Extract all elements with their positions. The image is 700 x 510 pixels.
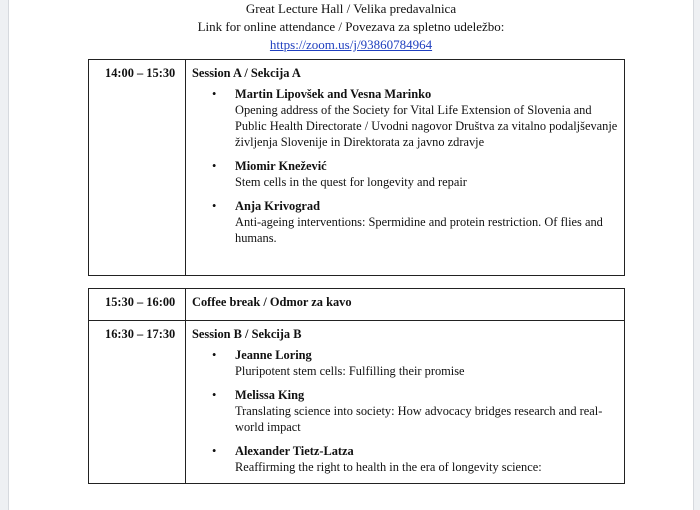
session-time: 14:00 – 15:30 — [89, 60, 186, 276]
talk-speaker: Alexander Tietz-Latza — [235, 444, 354, 458]
session-content — [186, 60, 625, 276]
talk-speaker: Miomir Knežević — [235, 159, 327, 173]
session-content — [186, 321, 625, 484]
session-time: 15:30 – 16:00 — [89, 289, 186, 321]
talk-item — [192, 387, 618, 435]
talk-list — [192, 86, 618, 246]
document-page — [8, 0, 694, 510]
bullet-icon: • — [212, 159, 217, 173]
venue-line: Great Lecture Hall / Velika predavalnica — [245, 1, 457, 16]
session-time: 16:30 – 17:30 — [89, 321, 186, 484]
talk-title: Pluripotent stem cells: Fulfilling their promise — [235, 364, 465, 378]
talk-item — [192, 198, 618, 246]
schedule-row-session-b — [89, 321, 625, 484]
schedule-row-session-a — [89, 60, 625, 276]
talk-item — [192, 347, 618, 379]
event-header — [9, 0, 693, 54]
talk-speaker: Melissa King — [235, 388, 305, 402]
zoom-link[interactable]: https://zoom.us/j/93860784964 — [269, 37, 433, 52]
talk-title: Reaffirming the right to health in the era of longevity science: — [235, 460, 542, 474]
talk-title: Anti-ageing interventions: Spermidine and protein restriction. Of flies and humans. — [235, 215, 603, 245]
session-title: Session A / Sekcija A — [192, 66, 301, 80]
talk-title: Opening address of the Society for Vital Life Extension of Slovenia and Public Health Directorate / Uvodni nagovor Društva za vitalno podaljševanje življenja Slovenije in Direktorata za javno zdravje — [235, 103, 618, 149]
talk-title: Stem cells in the quest for longevity and repair — [235, 175, 467, 189]
bullet-icon: • — [212, 87, 217, 101]
schedule-table — [88, 59, 625, 484]
bullet-icon: • — [212, 444, 217, 458]
bullet-icon: • — [212, 199, 217, 213]
session-content — [186, 289, 625, 321]
schedule-row-coffee-break — [89, 289, 625, 321]
talk-item — [192, 86, 618, 150]
bullet-icon: • — [212, 348, 217, 362]
talk-item — [192, 443, 618, 475]
online-attendance-label: Link for online attendance / Povezava za spletno udeležbo: — [197, 19, 505, 34]
talk-item — [192, 158, 618, 190]
table-spacer-row — [89, 276, 625, 289]
talk-list — [192, 347, 618, 475]
talk-title: Translating science into society: How advocacy bridges research and real-world impact — [235, 404, 603, 434]
session-title: Coffee break / Odmor za kavo — [192, 295, 352, 309]
talk-speaker: Anja Krivograd — [235, 199, 321, 213]
talk-speaker: Martin Lipovšek and Vesna Marinko — [235, 87, 432, 101]
bullet-icon: • — [212, 388, 217, 402]
session-title: Session B / Sekcija B — [192, 327, 302, 341]
talk-speaker: Jeanne Loring — [235, 348, 312, 362]
